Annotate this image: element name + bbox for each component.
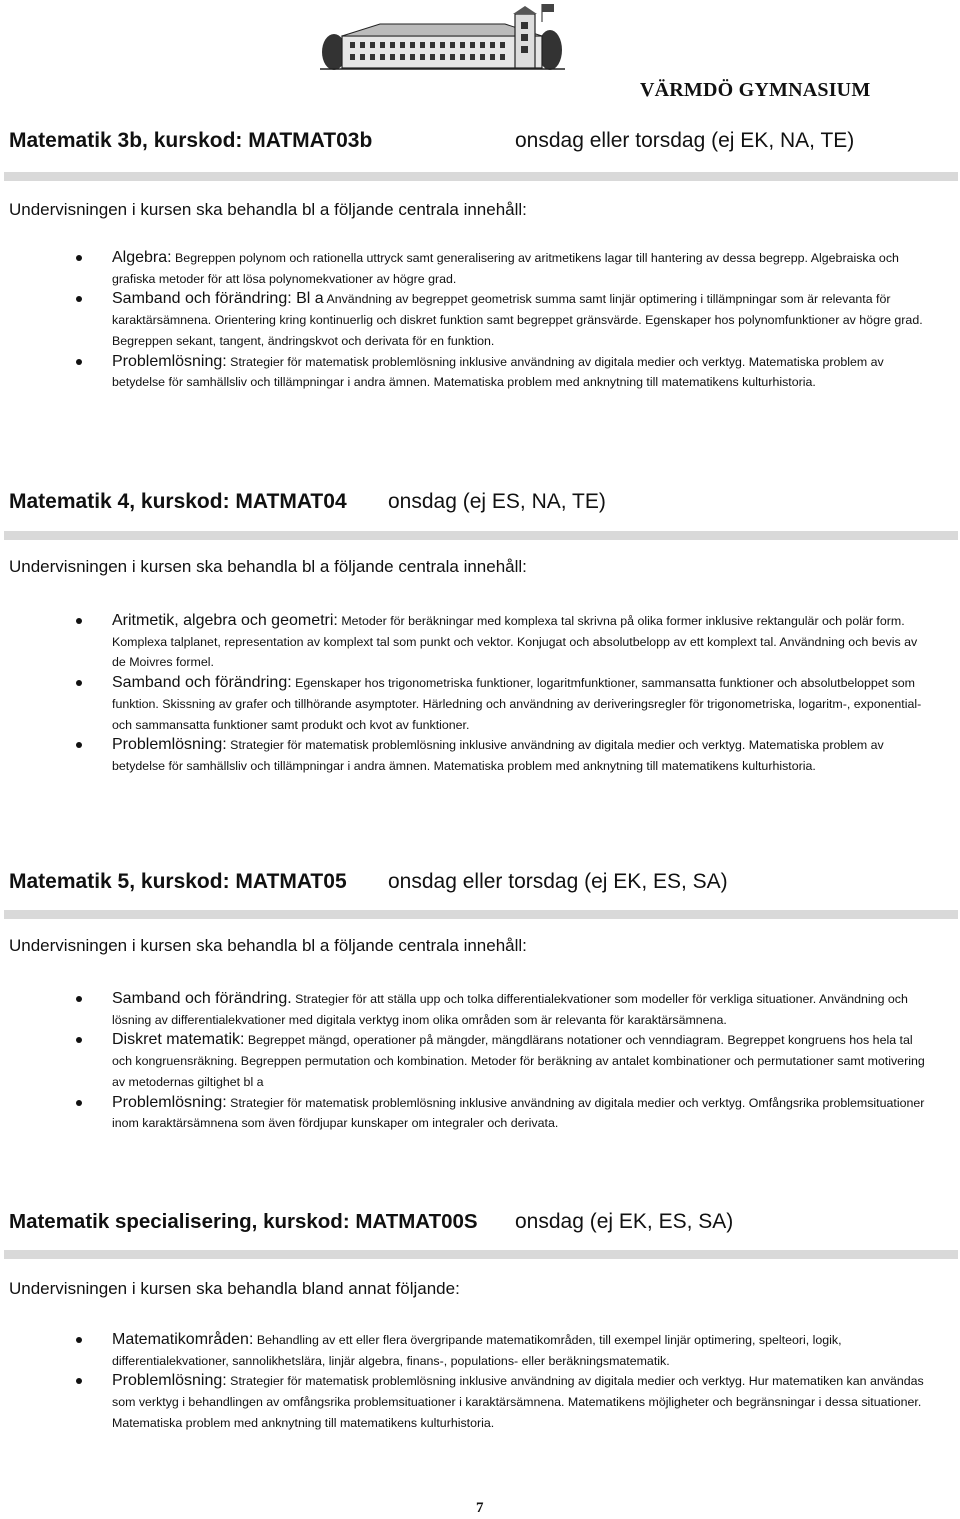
item-text: Strategier för matematisk problemlösning inklusive användning av digitala medier och verktyg. Omfångsrika problemsituationer inom karaktärsämnena som även fördjupar kunskaper om integraler och derivata. bbox=[112, 1095, 925, 1131]
section-divider bbox=[4, 910, 958, 919]
content-intro: Undervisningen i kursen ska behandla bl a följande centrala innehåll: bbox=[9, 557, 527, 576]
item-topic: Problemlösning: bbox=[112, 1372, 227, 1390]
list-item bbox=[0, 1371, 934, 1433]
item-text: Strategier för matematisk problemlösning inklusive användning av digitala medier och verktyg. Matematiska problem av betydelse för samhällsliv och tillämpningar i andra ämnen. Matematiska problem med anknytning till matematikens kulturhistoria. bbox=[112, 354, 884, 390]
item-text: Strategier för matematisk problemlösning inklusive användning av digitala medier och verktyg. Matematiska problem av betydelse för samhällsliv och tillämpningar i andra ämnen. Matematiska problem med anknytning till matematikens kulturhistoria. bbox=[112, 738, 884, 773]
content-list bbox=[0, 248, 960, 393]
course-title: Matematik 5, kurskod: MATMAT05 bbox=[9, 870, 347, 893]
section-divider bbox=[4, 531, 958, 540]
item-topic: Samband och förändring. bbox=[112, 990, 292, 1007]
item-text: Begreppet mängd, operationer på mängder, mängdlärans notationer och venndiagram. Begreppet kongruens hos hela tal och kongruensräkning. Begreppen permutation och kombination. Metoder för beräkning av antalet kombinationer och permutationer samt motivering av metodernas giltighet bl a bbox=[112, 1033, 925, 1089]
item-text: Strategier för att ställa upp och tolka differentialekvationer som modeller för verkliga situationer. Användning och lösning av differentialekvationer med digitala verktyg inom olika områden som är relevanta för karaktärsämnena. bbox=[112, 992, 908, 1027]
bullet-icon bbox=[76, 255, 82, 261]
course-title: Matematik 3b, kurskod: MATMAT03b bbox=[9, 129, 373, 152]
course-schedule: onsdag eller torsdag (ej EK, NA, TE) bbox=[515, 129, 855, 152]
item-text: Egenskaper hos trigonometriska funktioner, logaritmfunktioner, sammansatta funktioner och absolutbeloppet som funktion. Skissning av grafer och tillhörande asymptoter. Härledning och användning av deriveringsregler för trigonometriska, logaritm-, exponential- och sammansatta funktioner samt produkt och kvot av funktioner. bbox=[112, 676, 922, 732]
content-intro: Undervisningen i kursen ska behandla bl a följande centrala innehåll: bbox=[9, 200, 527, 219]
bullet-icon bbox=[76, 618, 82, 624]
list-item bbox=[0, 989, 934, 1030]
content-intro: Undervisningen i kursen ska behandla bland annat följande: bbox=[9, 1279, 460, 1298]
list-item bbox=[0, 611, 934, 673]
list-item bbox=[0, 1093, 934, 1134]
item-topic: Problemlösning: bbox=[112, 352, 227, 370]
item-topic: Problemlösning: bbox=[112, 736, 227, 754]
section-divider bbox=[4, 172, 958, 181]
item-text: Begreppen polynom och rationella uttryck samt generalisering av aritmetikens lagar till hantering av dessa begrepp. Algebraiska och grafiska metoder för att lösa polynomekvationer av högre grad. bbox=[112, 251, 899, 286]
content-list bbox=[0, 1330, 960, 1434]
item-text: Strategier för matematisk problemlösning inklusive användning av digitala medier och verktyg. Hur matematiken kan användas som verktyg i behandlingen av omfångsrika problemsituationer i karaktärsämnena. Matematikens möjligheter och begränsningar i dessa situationer. Matematiska problem med anknytning till matematikens kulturhistoria. bbox=[112, 1374, 924, 1430]
item-topic: Samband och förändring: bbox=[112, 674, 292, 692]
bullet-icon bbox=[76, 296, 82, 302]
list-item bbox=[0, 735, 934, 776]
bullet-icon bbox=[76, 1037, 82, 1043]
bullet-icon bbox=[76, 1337, 82, 1343]
item-text: Metoder för beräkningar med komplexa tal skrivna på olika former inklusive rektangulär och polär form. Komplexa talplanet, representation av komplext tal som punkt och vektor. Konjugat och absolutbelopp av ett komplext tal. Användning och bevis av de Moivres formel. bbox=[112, 614, 918, 670]
course-title: Matematik 4, kurskod: MATMAT04 bbox=[9, 490, 347, 513]
course-schedule: onsdag (ej EK, ES, SA) bbox=[515, 1210, 734, 1233]
bullet-icon bbox=[76, 680, 82, 686]
bullet-icon bbox=[76, 1100, 82, 1106]
section-divider bbox=[4, 1250, 958, 1259]
list-item bbox=[0, 352, 934, 393]
item-topic: Samband och förändring: Bl a bbox=[112, 290, 324, 308]
course-title: Matematik specialisering, kurskod: MATMAT00S bbox=[9, 1210, 478, 1233]
page-number: 7 bbox=[476, 1500, 484, 1516]
list-item bbox=[0, 248, 934, 289]
school-name: VÄRMDÖ GYMNASIUM bbox=[640, 79, 871, 101]
item-topic: Algebra: bbox=[112, 249, 172, 266]
item-topic: Diskret matematik: bbox=[112, 1031, 245, 1049]
bullet-icon bbox=[76, 742, 82, 748]
item-topic: Aritmetik, algebra och geometri: bbox=[112, 612, 338, 629]
list-item bbox=[0, 289, 934, 351]
item-topic: Matematikområden: bbox=[112, 1331, 254, 1348]
content-intro: Undervisningen i kursen ska behandla bl a följande centrala innehåll: bbox=[9, 936, 527, 955]
bullet-icon bbox=[76, 996, 82, 1002]
course-schedule: onsdag eller torsdag (ej EK, ES, SA) bbox=[388, 870, 728, 893]
item-text: Behandling av ett eller flera övergripande matematikområden, till exempel linjär optimering, spelteori, logik, differentialekvationer, sannolikhetslära, linjär algebra, finans-, populations- eller beräkningsmatematik. bbox=[112, 1333, 842, 1368]
content-list bbox=[0, 989, 960, 1134]
item-text: Användning av begreppet geometrisk summa samt linjär optimering i tillämpningar som är relevanta för karaktärsämnena. Orientering kring kontinuerlig och diskret funktion samt begreppet gränsvärde. Egenskaper hos polynomfunktioner av högre grad. Begreppen sekant, tangent, ändringskvot och derivata för en funktion. bbox=[112, 292, 923, 348]
list-item bbox=[0, 1330, 934, 1371]
list-item bbox=[0, 1030, 934, 1092]
content-list bbox=[0, 611, 960, 777]
school-building-logo bbox=[320, 2, 565, 74]
bullet-icon bbox=[76, 1378, 82, 1384]
course-schedule: onsdag (ej ES, NA, TE) bbox=[388, 490, 606, 513]
bullet-icon bbox=[76, 359, 82, 365]
item-topic: Problemlösning: bbox=[112, 1093, 227, 1111]
list-item bbox=[0, 673, 934, 735]
